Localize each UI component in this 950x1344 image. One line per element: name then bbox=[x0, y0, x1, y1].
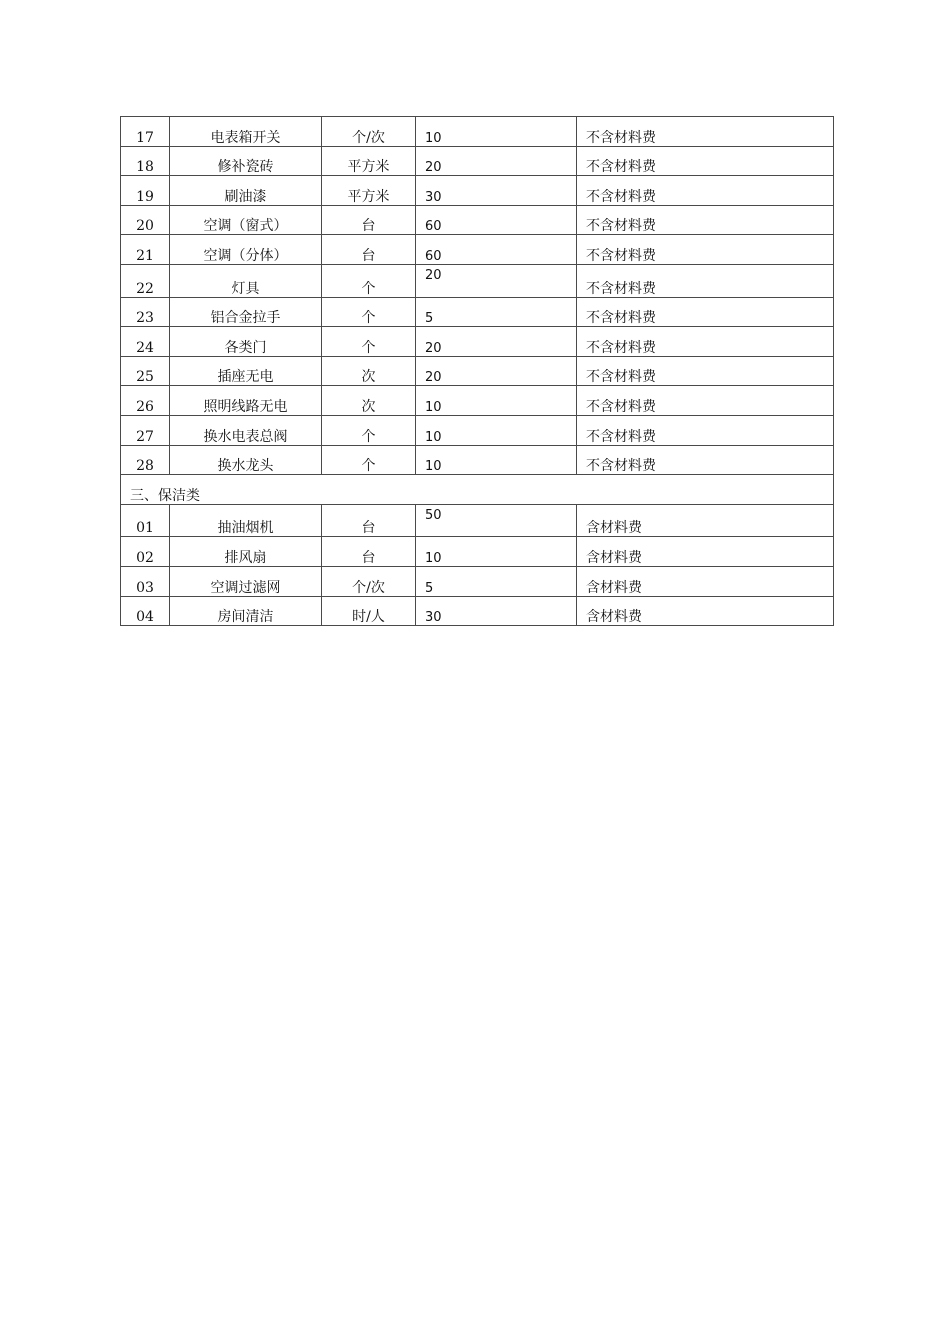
item-note: 含材料费 bbox=[577, 537, 834, 567]
item-price: 20 bbox=[416, 264, 577, 297]
item-number: 04 bbox=[121, 596, 170, 626]
item-number: 01 bbox=[121, 504, 170, 537]
item-unit: 个/次 bbox=[322, 117, 416, 147]
item-note: 含材料费 bbox=[577, 596, 834, 626]
item-price: 5 bbox=[416, 566, 577, 596]
item-name: 修补瓷砖 bbox=[170, 146, 322, 176]
item-price: 60 bbox=[416, 235, 577, 265]
table-row bbox=[121, 264, 834, 297]
item-number: 23 bbox=[121, 297, 170, 327]
item-unit: 个 bbox=[322, 297, 416, 327]
item-number: 03 bbox=[121, 566, 170, 596]
item-note: 不含材料费 bbox=[577, 415, 834, 445]
item-name: 照明线路无电 bbox=[170, 386, 322, 416]
item-number: 20 bbox=[121, 205, 170, 235]
table-row bbox=[121, 504, 834, 537]
table-row bbox=[121, 596, 834, 626]
item-price: 20 bbox=[416, 356, 577, 386]
item-price: 10 bbox=[416, 386, 577, 416]
item-price: 30 bbox=[416, 596, 577, 626]
table-row bbox=[121, 176, 834, 206]
item-number: 25 bbox=[121, 356, 170, 386]
item-note: 不含材料费 bbox=[577, 176, 834, 206]
table-row bbox=[121, 415, 834, 445]
item-number: 17 bbox=[121, 117, 170, 147]
price-table bbox=[120, 116, 834, 626]
item-note: 含材料费 bbox=[577, 504, 834, 537]
table-row bbox=[121, 146, 834, 176]
item-number: 28 bbox=[121, 445, 170, 475]
item-number: 24 bbox=[121, 327, 170, 357]
item-unit: 次 bbox=[322, 386, 416, 416]
section-row bbox=[121, 475, 834, 505]
item-note: 含材料费 bbox=[577, 566, 834, 596]
item-name: 换水电表总阀 bbox=[170, 415, 322, 445]
item-unit: 台 bbox=[322, 537, 416, 567]
item-price: 20 bbox=[416, 146, 577, 176]
table-row bbox=[121, 537, 834, 567]
item-unit: 个 bbox=[322, 445, 416, 475]
item-name: 铝合金拉手 bbox=[170, 297, 322, 327]
item-price: 30 bbox=[416, 176, 577, 206]
table-body-repair bbox=[121, 117, 834, 475]
table-row bbox=[121, 445, 834, 475]
table-row bbox=[121, 386, 834, 416]
item-note: 不含材料费 bbox=[577, 117, 834, 147]
item-price: 5 bbox=[416, 297, 577, 327]
item-price: 60 bbox=[416, 205, 577, 235]
item-unit: 个/次 bbox=[322, 566, 416, 596]
table-row bbox=[121, 117, 834, 147]
section-title: 三、保洁类 bbox=[121, 475, 834, 505]
item-unit: 个 bbox=[322, 415, 416, 445]
item-unit: 台 bbox=[322, 504, 416, 537]
table-body-cleaning bbox=[121, 504, 834, 625]
item-price: 10 bbox=[416, 445, 577, 475]
item-price: 50 bbox=[416, 504, 577, 537]
item-name: 排风扇 bbox=[170, 537, 322, 567]
item-note: 不含材料费 bbox=[577, 327, 834, 357]
table-row bbox=[121, 235, 834, 265]
table-row bbox=[121, 356, 834, 386]
item-price: 10 bbox=[416, 117, 577, 147]
item-name: 灯具 bbox=[170, 264, 322, 297]
item-unit: 平方米 bbox=[322, 176, 416, 206]
item-name: 空调过滤网 bbox=[170, 566, 322, 596]
item-name: 各类门 bbox=[170, 327, 322, 357]
item-number: 27 bbox=[121, 415, 170, 445]
item-number: 21 bbox=[121, 235, 170, 265]
item-unit: 时/人 bbox=[322, 596, 416, 626]
table-row bbox=[121, 297, 834, 327]
item-note: 不含材料费 bbox=[577, 146, 834, 176]
item-note: 不含材料费 bbox=[577, 445, 834, 475]
item-price: 10 bbox=[416, 415, 577, 445]
item-note: 不含材料费 bbox=[577, 356, 834, 386]
item-number: 26 bbox=[121, 386, 170, 416]
item-note: 不含材料费 bbox=[577, 235, 834, 265]
item-price: 10 bbox=[416, 537, 577, 567]
item-note: 不含材料费 bbox=[577, 264, 834, 297]
item-name: 空调（分体） bbox=[170, 235, 322, 265]
item-unit: 个 bbox=[322, 264, 416, 297]
item-note: 不含材料费 bbox=[577, 386, 834, 416]
item-name: 刷油漆 bbox=[170, 176, 322, 206]
item-unit: 台 bbox=[322, 235, 416, 265]
item-name: 抽油烟机 bbox=[170, 504, 322, 537]
item-name: 电表箱开关 bbox=[170, 117, 322, 147]
item-number: 22 bbox=[121, 264, 170, 297]
item-price: 20 bbox=[416, 327, 577, 357]
item-number: 19 bbox=[121, 176, 170, 206]
item-number: 02 bbox=[121, 537, 170, 567]
table-section-header bbox=[121, 475, 834, 505]
item-number: 18 bbox=[121, 146, 170, 176]
item-unit: 台 bbox=[322, 205, 416, 235]
item-name: 插座无电 bbox=[170, 356, 322, 386]
table-row bbox=[121, 327, 834, 357]
item-name: 房间清洁 bbox=[170, 596, 322, 626]
item-note: 不含材料费 bbox=[577, 205, 834, 235]
item-unit: 次 bbox=[322, 356, 416, 386]
item-unit: 平方米 bbox=[322, 146, 416, 176]
item-unit: 个 bbox=[322, 327, 416, 357]
item-name: 空调（窗式） bbox=[170, 205, 322, 235]
item-name: 换水龙头 bbox=[170, 445, 322, 475]
table-row bbox=[121, 566, 834, 596]
table-row bbox=[121, 205, 834, 235]
item-note: 不含材料费 bbox=[577, 297, 834, 327]
